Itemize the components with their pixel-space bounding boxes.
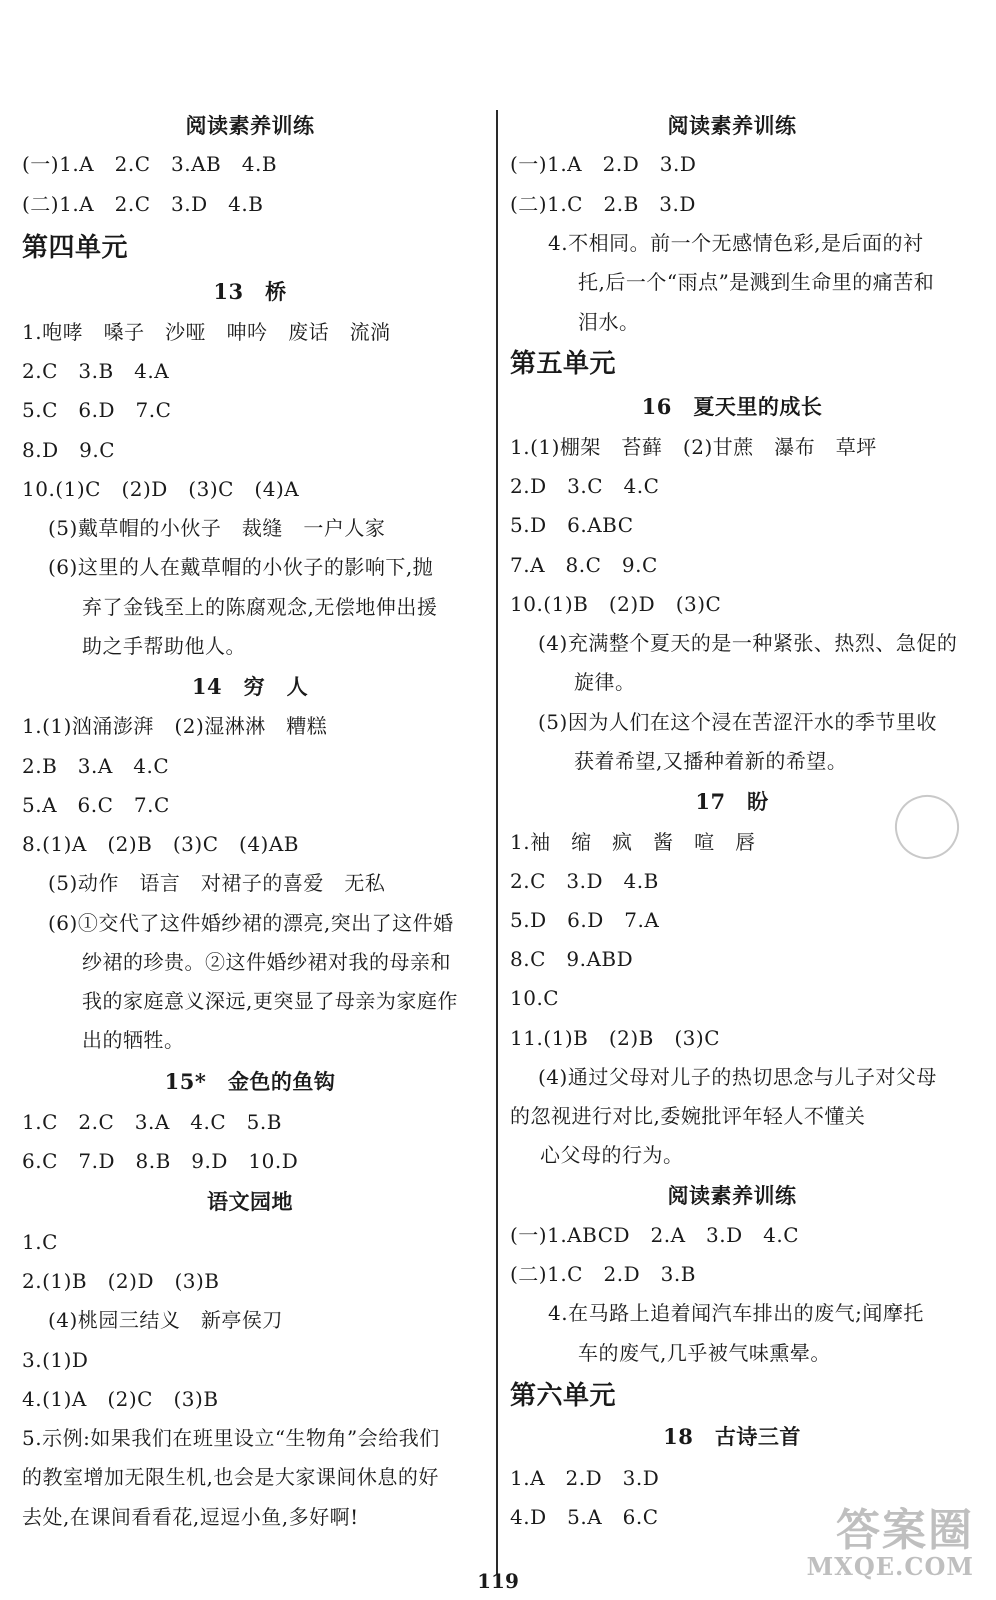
answer-line: 8.D 9.C [22, 438, 116, 462]
section-title: 13 桥 [213, 279, 287, 304]
answer-line: 车的废气,几乎被气味熏晕。 [578, 1341, 831, 1365]
answer-line: 2.D 3.C 4.C [510, 474, 660, 498]
answer-line: 1.袖 缩 疯 酱 喧 唇 [510, 830, 756, 854]
section-title: 阅读素养训练 [667, 1183, 797, 1208]
answer-line: 的忽视进行对比,委婉批评年轻人不懂关 [510, 1104, 866, 1128]
answer-line: (5)动作 语言 对裙子的喜爱 无私 [48, 871, 386, 895]
unit-heading: 第六单元 [510, 1381, 617, 1411]
answer-line: 8.(1)A (2)B (3)C (4)AB [22, 832, 299, 856]
answer-line: 5.示例:如果我们在班里设立“生物角”会给我们 [22, 1426, 440, 1450]
answer-line: (4)通过父母对儿子的热切思念与儿子对父母 [538, 1065, 937, 1089]
page-number: 119 [477, 1569, 519, 1593]
answer-line: 1.C [22, 1230, 58, 1254]
section-title: 14 穷 人 [191, 674, 309, 699]
answer-line: 2.(1)B (2)D (3)B [22, 1269, 220, 1293]
answer-line: 2.C 3.B 4.A [22, 359, 170, 383]
answer-line: 5.D 6.ABC [510, 513, 634, 537]
answer-line: 纱裙的珍贵。②这件婚纱裙对我的母亲和 [82, 950, 451, 974]
answer-line: 2.C 3.D 4.B [510, 869, 659, 893]
answer-line: 1.(1)汹涌澎湃 (2)湿淋淋 糟糕 [22, 714, 328, 738]
section-title: 18 古诗三首 [663, 1424, 801, 1449]
answer-line: (4)充满整个夏天的是一种紧张、热烈、急促的 [538, 631, 958, 655]
answer-line: (一)1.ABCD 2.A 3.D 4.C [510, 1223, 800, 1247]
answer-line: (二)1.C 2.B 3.D [510, 192, 696, 216]
answer-line: (6)①交代了这件婚纱裙的漂亮,突出了这件婚 [48, 911, 454, 935]
unit-heading: 第五单元 [510, 349, 617, 379]
answer-line: 4.不相同。前一个无感情色彩,是后面的衬 [548, 231, 924, 255]
answer-line: 5.C 6.D 7.C [22, 398, 172, 422]
answer-line: 助之手帮助他人。 [82, 634, 246, 658]
answer-line: 10.(1)B (2)D (3)C [510, 592, 722, 616]
watermark-text: 答案圈 [836, 1505, 974, 1556]
answer-line: 去处,在课间看看花,逗逗小鱼,多好啊! [22, 1505, 359, 1529]
watermark-url: MXQE.COM [806, 1552, 974, 1581]
section-title: 语文园地 [207, 1189, 293, 1214]
unit-heading: 第四单元 [22, 233, 129, 263]
answer-line: (5)因为人们在这个浸在苦涩汗水的季节里收 [538, 710, 937, 734]
column-divider [496, 110, 498, 1575]
section-title: 17 盼 [695, 789, 769, 814]
section-title: 15* 金色的鱼钩 [164, 1069, 336, 1094]
answer-line: 弃了金钱至上的陈腐观念,无偿地伸出援 [82, 595, 438, 619]
answer-line: (5)戴草帽的小伙子 裁缝 一户人家 [48, 516, 386, 540]
answer-line: 1.C 2.C 3.A 4.C 5.B [22, 1110, 282, 1134]
answer-line: 4.D 5.A 6.C [510, 1505, 659, 1529]
answer-line: 4.(1)A (2)C (3)B [22, 1387, 219, 1411]
answer-line: 3.(1)D [22, 1348, 89, 1372]
section-title: 阅读素养训练 [185, 113, 315, 138]
answer-line: 5.A 6.C 7.C [22, 793, 170, 817]
answer-line: 8.C 9.ABD [510, 947, 634, 971]
answer-line: 1.咆哮 嗓子 沙哑 呻吟 废话 流淌 [22, 320, 391, 344]
section-title: 阅读素养训练 [667, 113, 797, 138]
answer-line: 10.(1)C (2)D (3)C (4)A [22, 477, 300, 501]
answer-line: (二)1.A 2.C 3.D 4.B [22, 192, 264, 216]
watermark-logo [806, 1505, 974, 1581]
answer-line: (二)1.C 2.D 3.B [510, 1262, 696, 1286]
answer-line: 托,后一个“雨点”是溅到生命里的痛苦和 [578, 270, 935, 294]
answer-line: 心父母的行为。 [540, 1143, 684, 1167]
answer-line: (6)这里的人在戴草帽的小伙子的影响下,抛 [48, 555, 434, 579]
answer-line: 出的牺牲。 [82, 1028, 185, 1052]
answer-line: 旋律。 [574, 670, 636, 694]
answer-line: (一)1.A 2.D 3.D [510, 152, 697, 176]
answer-line: 6.C 7.D 8.B 9.D 10.D [22, 1149, 299, 1173]
answer-line: 我的家庭意义深远,更突显了母亲为家庭作 [82, 989, 458, 1013]
answer-line: 10.C [510, 986, 560, 1010]
answer-line: 7.A 8.C 9.C [510, 553, 658, 577]
answer-line: 获着希望,又播种着新的希望。 [574, 749, 848, 773]
answer-line: 4.在马路上追着闻汽车排出的废气;闻摩托 [548, 1301, 924, 1325]
answer-line: (一)1.A 2.C 3.AB 4.B [22, 152, 278, 176]
answer-line: 2.B 3.A 4.C [22, 754, 170, 778]
answer-line: 的教室增加无限生机,也会是大家课间休息的好 [22, 1465, 439, 1489]
answer-line: (4)桃园三结义 新亭侯刀 [48, 1308, 283, 1332]
answer-line: 11.(1)B (2)B (3)C [510, 1026, 720, 1050]
answer-line: 1.A 2.D 3.D [510, 1466, 660, 1490]
answer-line: 泪水。 [578, 310, 640, 334]
answer-line: 1.(1)棚架 苔藓 (2)甘蔗 瀑布 草坪 [510, 435, 877, 459]
section-title: 16 夏天里的成长 [641, 394, 823, 419]
answer-line: 5.D 6.D 7.A [510, 908, 660, 932]
